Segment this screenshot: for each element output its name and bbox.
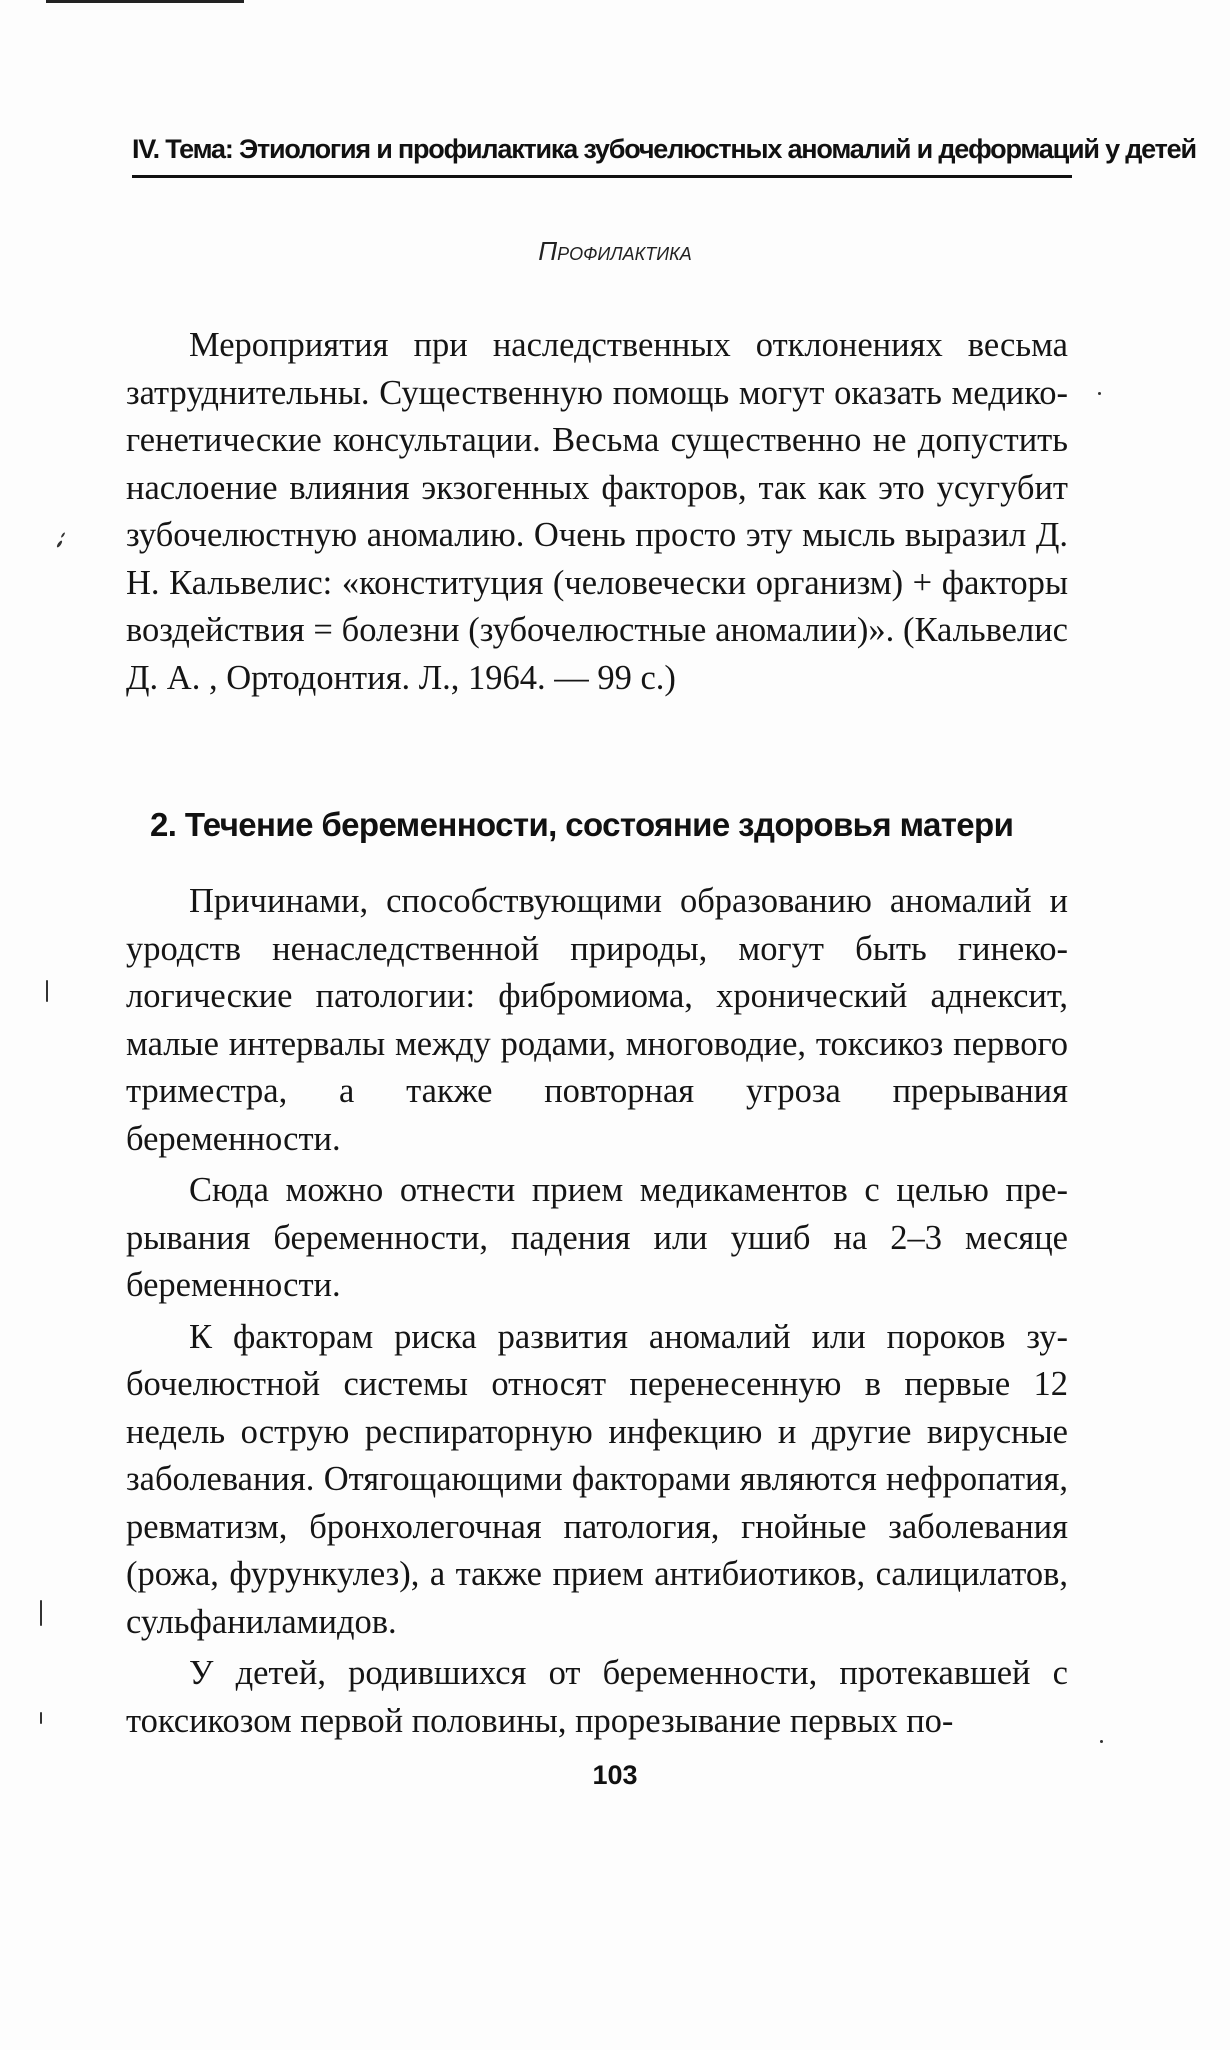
scan-speck (1100, 1740, 1103, 1743)
paragraph: У детей, родившихся от беременности, протекавшей с токсикозом первой половины, прорезывание первых по- (126, 1654, 1068, 1740)
scan-speck (60, 532, 65, 538)
page-number: 103 (592, 1760, 638, 1790)
running-head: IV. Тема: Этиология и профилактика зубочелюстных аномалий и деформаций у детей (132, 134, 1196, 164)
top-edge-rule (46, 0, 244, 3)
paragraph: Мероприятия при наследственных отклонениях весьма затруднительны. Существенную помощь могут оказать медико-генетические консультации. Весьма существенно не допустить наслоение влияния экзогенных факторов, так как это усугубит зубочелюстную аномалию. Очень просто эту мысль выразил Д. Н. Кальвелис: «конституция (человечески организм) + факторы воздействия = болезни (зубочелюстные аномалии)». (Кальвелис Д. А. , Ортодонтия. Л., 1964. — 99 с.) (126, 326, 1068, 697)
section-title: Профилактика (538, 236, 692, 266)
paragraph: Сюда можно отнести прием медикаментов с целью прерывания беременности, падения или ушиб на 2–3 месяце беременности. (126, 1171, 1068, 1304)
paragraph: Причинами, способствующими образованию аномалий и уродств ненаследственной природы, могут быть гинекологические патологии: фибромиома, хронический аднексит, малые интервалы между родами, многоводие, токсикоз первого триместра, а также повторная угроза прерывания беременности. (126, 882, 1068, 1158)
text-block-prevention (126, 322, 1068, 702)
scan-speck (40, 1712, 42, 1724)
scan-speck (1098, 392, 1101, 395)
scan-speck (46, 980, 48, 1002)
running-head-underline (132, 175, 1072, 178)
paragraph: К факторам риска развития аномалий или пороков зубочелюстной системы относят перенесенную в первые 12 недель острую респираторную инфекцию и другие вирусные заболевания. Отягощающими факторами являются нефропатия, ревматизм, бронхолегочная патология, гнойные заболевания (рожа, фурункулез), а также прием антибиотиков, салицилатов, сульфаниламидов. (126, 1317, 1068, 1641)
text-block-pregnancy (126, 878, 1068, 1745)
scan-speck (56, 540, 63, 548)
section-heading: 2. Течение беременности, состояние здоровья матери (150, 806, 1014, 843)
scan-speck (40, 1600, 42, 1626)
